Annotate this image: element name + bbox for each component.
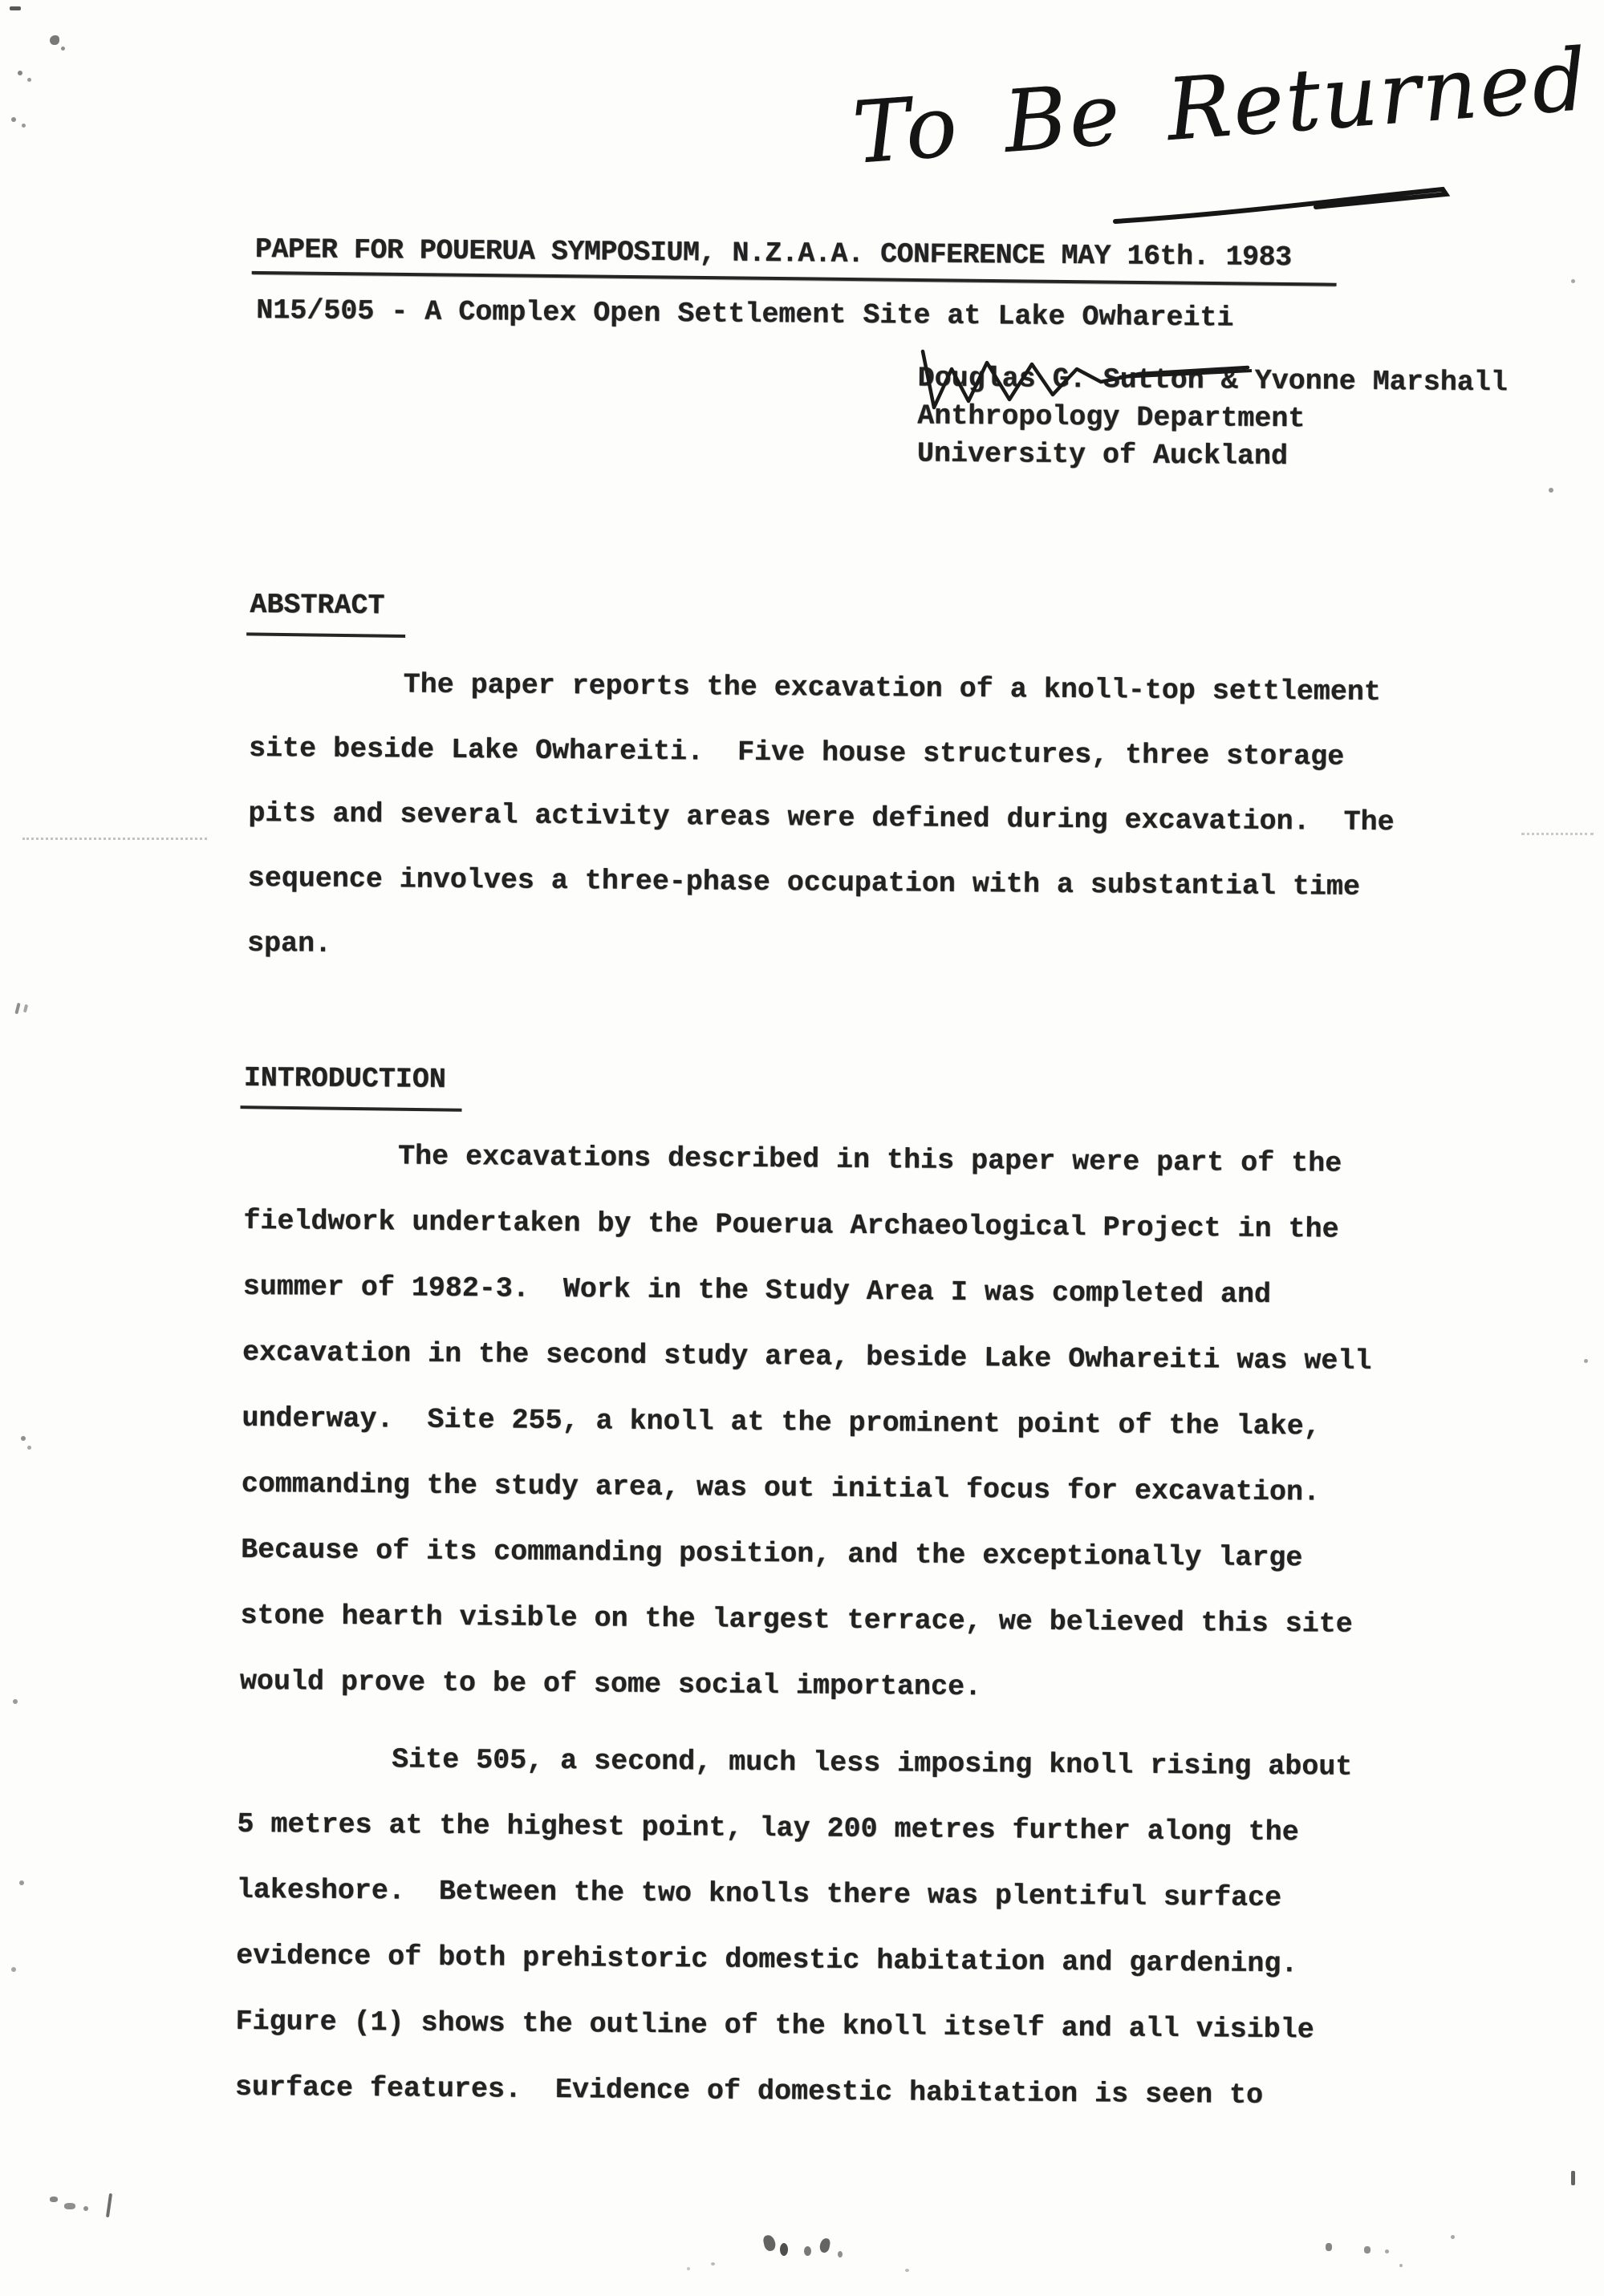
text-line: fieldwork undertaken by the Pouerua Archaeological Project in the bbox=[243, 1204, 1339, 1246]
text-line: Figure (1) shows the outline of the knoll itself and all visible bbox=[235, 2005, 1314, 2047]
author-department: Anthropology Department bbox=[917, 400, 1306, 436]
scan-speck bbox=[50, 35, 59, 45]
scan-speck bbox=[27, 78, 31, 82]
scan-dash-artifact bbox=[22, 838, 207, 840]
text-line: surface features. Evidence of domestic habitation is seen to bbox=[234, 2071, 1264, 2111]
author-block bbox=[917, 364, 1508, 482]
scan-speck bbox=[13, 1699, 18, 1704]
text-line: site beside Lake Owhareiti. Five house structures, three storage bbox=[248, 732, 1345, 773]
scan-speck bbox=[1385, 2249, 1389, 2253]
scan-speck bbox=[1549, 488, 1553, 493]
scan-speck bbox=[11, 1967, 16, 1972]
scan-speck bbox=[61, 47, 65, 51]
scan-speck bbox=[21, 1436, 26, 1441]
text-line: 5 metres at the highest point, lay 200 metres further along the bbox=[237, 1807, 1299, 1849]
scan-speck bbox=[804, 2246, 811, 2256]
scan-speck bbox=[50, 2197, 58, 2202]
scan-speck bbox=[711, 2262, 715, 2266]
introduction-paragraph-2 bbox=[235, 1726, 1353, 2129]
scan-speck bbox=[18, 71, 22, 75]
introduction-heading: INTRODUCTION bbox=[243, 1061, 446, 1096]
text-line: commanding the study area, was out initial focus for excavation. bbox=[241, 1467, 1321, 1509]
scan-speck bbox=[780, 2243, 788, 2256]
scan-speck bbox=[64, 2203, 75, 2209]
title-underline bbox=[252, 271, 1337, 286]
text-line: underway. Site 255, a knoll at the prominent point of the lake, bbox=[242, 1402, 1321, 1443]
scan-speck bbox=[1584, 1359, 1588, 1363]
introduction-paragraph-1 bbox=[240, 1122, 1374, 1723]
scan-speck bbox=[838, 2251, 843, 2257]
author-institution: University of Auckland bbox=[916, 437, 1289, 473]
scan-speck bbox=[22, 124, 26, 128]
scan-speck bbox=[1451, 2235, 1455, 2239]
text-line: would prove to be of some social importance. bbox=[239, 1665, 982, 1704]
text-line: The excavations described in this paper were part of the bbox=[397, 1140, 1342, 1180]
scan-speck bbox=[687, 2267, 690, 2270]
text-line: Because of its commanding position, and the exceptionally large bbox=[241, 1533, 1303, 1575]
scan-speck bbox=[83, 2206, 88, 2211]
scan-dash-artifact bbox=[1521, 833, 1594, 835]
text-line: sequence involves a three-phase occupation with a substantial time bbox=[247, 862, 1361, 903]
scan-speck bbox=[27, 1446, 31, 1450]
scan-speck bbox=[1364, 2246, 1371, 2253]
text-line: lakeshore. Between the two knolls there was plentiful surface bbox=[236, 1873, 1282, 1915]
scan-speck bbox=[905, 2269, 909, 2272]
scan-speck bbox=[10, 6, 21, 10]
scan-speck bbox=[1399, 2264, 1403, 2267]
paper-title: PAPER FOR POUERUA SYMPOSIUM, N.Z.A.A. CONFERENCE MAY 16th. 1983 bbox=[254, 233, 1292, 274]
text-line: evidence of both prehistoric domestic habitation and gardening. bbox=[236, 1939, 1298, 1981]
handwritten-note: To Be Returned bbox=[849, 30, 1593, 183]
introduction-underline bbox=[240, 1105, 461, 1112]
text-line: stone hearth visible on the largest terrace, we believed this site bbox=[240, 1599, 1353, 1641]
author-names: Douglas G. Sutton & Yvonne Marshall bbox=[917, 362, 1508, 400]
text-line: span. bbox=[246, 927, 332, 960]
text-line: The paper reports the excavation of a knoll-top settlement bbox=[403, 668, 1381, 709]
scan-speck bbox=[11, 117, 16, 122]
text-line: Site 505, a second, much less imposing knoll rising about bbox=[391, 1743, 1353, 1783]
scan-speck bbox=[19, 1880, 24, 1885]
abstract-underline bbox=[246, 632, 405, 638]
abstract-paragraph bbox=[247, 651, 1395, 985]
abstract-heading: ABSTRACT bbox=[250, 588, 385, 623]
scan-speck bbox=[1326, 2243, 1332, 2251]
text-line: pits and several activity areas were defined during excavation. The bbox=[248, 797, 1395, 839]
text-line: excavation in the second study area, beside Lake Owhareiti was well bbox=[242, 1336, 1372, 1377]
site-subtitle: N15/505 - A Complex Open Settlement Site at Lake Owhareiti bbox=[256, 294, 1234, 335]
scan-speck bbox=[1571, 2171, 1575, 2185]
scan-speck bbox=[1571, 279, 1575, 283]
text-line: summer of 1982-3. Work in the Study Area I was completed and bbox=[242, 1270, 1272, 1311]
